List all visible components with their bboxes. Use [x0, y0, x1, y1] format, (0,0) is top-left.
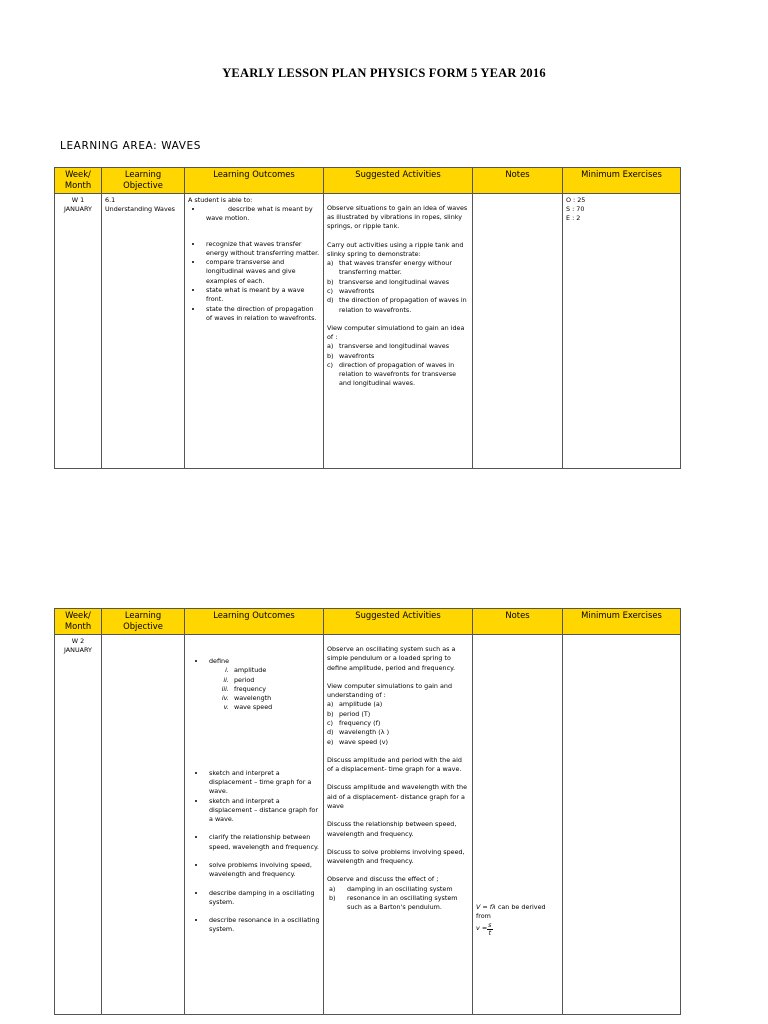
exercise-subjective-count: S : 70: [566, 204, 585, 213]
activity-item: c) direction of propagation of waves in relation to wavefronts for transverse and longitudinal waves.: [327, 360, 457, 388]
define-term: frequency: [234, 684, 267, 693]
week-cell: [55, 635, 102, 1015]
note-derivation: v = $\frac{s}{t}$: [476, 920, 492, 937]
activity-item: a) amplitude (a): [327, 700, 383, 709]
outcomes-cell: [185, 193, 324, 468]
activity-item: d) wavelength (λ ): [327, 728, 390, 737]
header-notes: Notes: [473, 168, 563, 194]
exercises-cell: [563, 193, 681, 468]
objective-cell: [102, 193, 185, 468]
outcome-item: • state the direction of propagation of waves in relation to wavefronts.: [203, 305, 320, 324]
activity-text: Discuss to solve problems involving speed, wavelength and frequency.: [327, 847, 465, 866]
outcome-item: • sketch and interpret a displacement – distance graph for a wave.: [206, 797, 320, 825]
define-term: wave speed: [234, 703, 273, 712]
activity-text: Observe an oscillating system such as a simple pendulum or a loaded spring to define amplitude, period and frequency.: [327, 645, 456, 672]
lesson-plan-table-week-2: [54, 608, 681, 1015]
notes-cell: [473, 193, 563, 468]
outcomes-intro: A student is able to:: [188, 195, 253, 204]
outcome-item: • recognize that waves transfer energy without transferring matter.: [203, 240, 320, 259]
outcomes-cell: [185, 635, 324, 1015]
activity-item: b) period (T): [327, 709, 371, 718]
activity-text: View computer simulations to gain and understanding of :: [327, 681, 453, 700]
outcome-item: • describe resonance in a oscillating system.: [206, 916, 320, 935]
objective-text: 6.1 Understanding Waves: [105, 195, 175, 213]
week-cell: [55, 193, 102, 468]
exercise-objective-count: O : 25: [566, 195, 586, 204]
header-week-month: Week/ Month: [55, 168, 102, 194]
header-suggested-activities: Suggested Activities: [324, 168, 473, 194]
note-formula-line: V = fλ can be derived from: [476, 903, 546, 921]
activity-text: Carry out activities using a ripple tank and slinky spring to demonstrate:: [327, 240, 464, 258]
exercise-essay-count: E : 2: [566, 214, 581, 223]
header-learning-objective: Learning Objective: [102, 609, 185, 635]
activity-item: c) wavefronts: [327, 286, 375, 295]
header-suggested-activities: Suggested Activities: [324, 609, 473, 635]
outcome-item: • clarify the relationship between speed, wavelength and frequency.: [206, 833, 320, 852]
lesson-plan-table-week-1: [54, 167, 681, 469]
outcome-item: • describe what is meant by wave motion.: [203, 205, 320, 224]
define-term: wavelength: [234, 694, 272, 703]
header-week-month: Week/ Month: [55, 609, 102, 635]
note-fraction-top: s: [488, 920, 492, 929]
note-fraction-bottom: t: [488, 928, 492, 937]
define-term: amplitude: [234, 666, 267, 675]
outcome-item: • state what is meant by a wave front.: [203, 286, 320, 305]
activity-item: a) transverse and longitudinal waves: [327, 342, 450, 351]
activity-item: b) transverse and longitudinal waves: [327, 277, 450, 286]
outcome-item: • describe damping in a oscillating system.: [206, 889, 320, 908]
outcome-item: • solve problems involving speed, wavelength and frequency.: [206, 861, 320, 880]
header-minimum-exercises: Minimum Exercises: [563, 609, 681, 635]
notes-cell: [473, 635, 563, 1015]
activity-text: Discuss amplitude and wavelength with the aid of a displacement- distance graph for a wave: [327, 783, 467, 810]
outcome-item: • define i. amplitude ii. period iii. frequency iv. wavelength v. wave speed: [206, 657, 320, 713]
header-learning-outcomes: Learning Outcomes: [185, 609, 324, 635]
month-label: JANUARY: [64, 204, 92, 213]
header-learning-outcomes: Learning Outcomes: [185, 168, 324, 194]
activity-text: Discuss amplitude and period with the aid of a displacement- time graph for a wave.: [327, 755, 462, 774]
month-label: JANUARY: [64, 646, 92, 655]
objective-cell: [102, 635, 185, 1015]
activity-item: e) wave speed (v): [327, 737, 388, 746]
activities-cell: [324, 635, 473, 1015]
outcome-item: • sketch and interpret a displacement – time graph for a wave.: [206, 769, 320, 797]
activity-text: Discuss the relationship between speed, wavelength and frequency.: [327, 820, 457, 838]
define-term: period: [234, 675, 255, 684]
activity-item: a) that waves transfer energy withour transferring matter.: [327, 259, 452, 277]
activity-text: Observe and discuss the effect of ;: [327, 875, 439, 884]
activity-item: b) wavefronts: [327, 351, 375, 360]
header-learning-objective: Learning Objective: [102, 168, 185, 194]
activity-text: View computer simulationd to gain an idea of :: [327, 323, 465, 342]
activity-item: d) the direction of propagation of waves in relation to wavefronts.: [327, 296, 467, 314]
activity-item: c) frequency (f): [327, 718, 381, 727]
week-label: W 2: [71, 637, 85, 645]
note-formula: V = fλ: [476, 903, 496, 911]
activity-text: Observe situations to gain an idea of waves as illustrated by vibrations in ropes, slinky springs, or ripple tank.: [327, 203, 468, 231]
exercises-cell: [563, 635, 681, 1015]
activities-cell: [324, 193, 473, 468]
header-minimum-exercises: Minimum Exercises: [563, 168, 681, 194]
week-label: W 1: [71, 195, 85, 204]
activity-item: b) resonance in an oscillating system such as a Barton's pendulum.: [329, 893, 458, 912]
header-notes: Notes: [473, 609, 563, 635]
outcome-item: • compare transverse and longitudinal waves and give examples of each.: [203, 258, 320, 286]
learning-area-heading: LEARNING AREA: WAVES: [60, 140, 202, 152]
activity-item: a) damping in an oscillating system: [329, 884, 453, 893]
document-title: YEARLY LESSON PLAN PHYSICS FORM 5 YEAR 2016: [222, 66, 546, 80]
